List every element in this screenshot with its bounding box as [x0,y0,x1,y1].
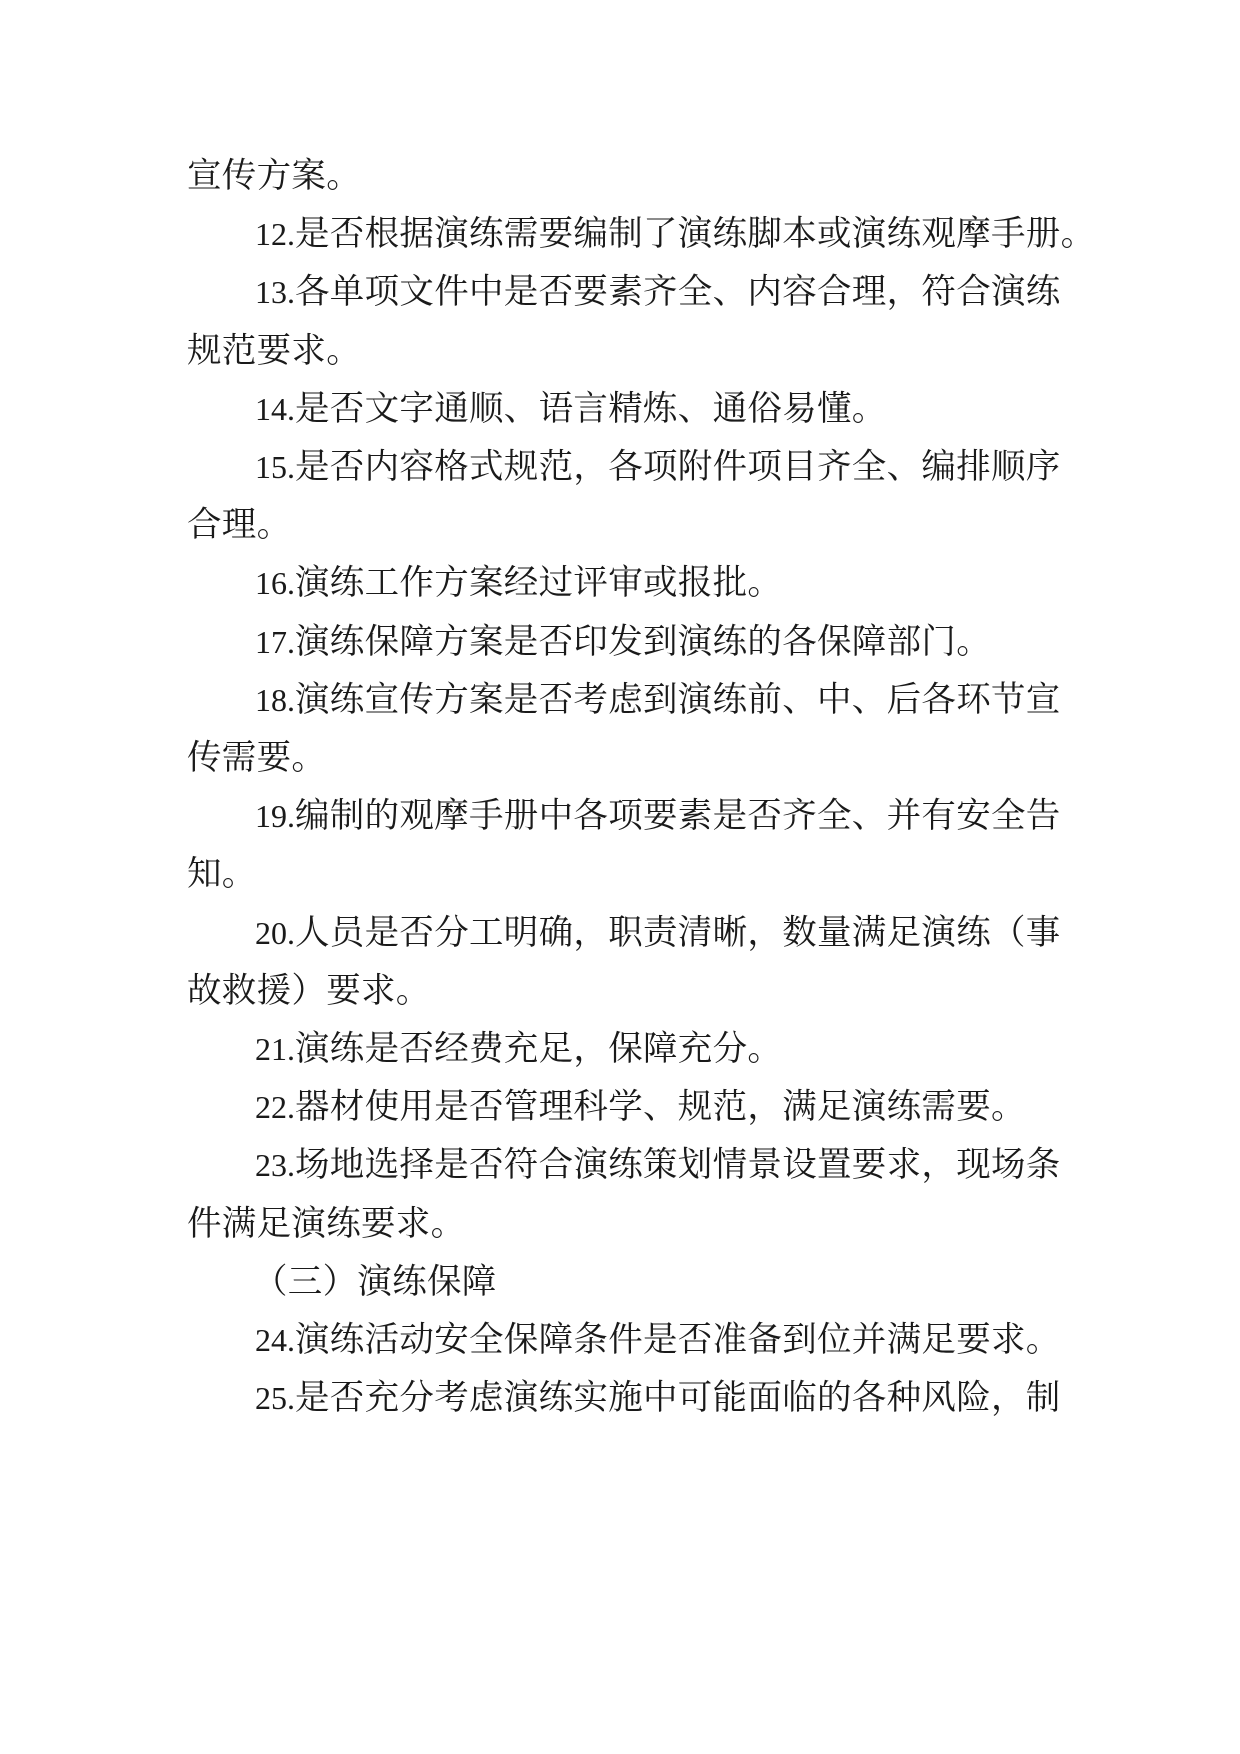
item-number: 13. [255,274,295,311]
continuation-line [187,736,326,780]
line-text: 件满足演练要求。 [187,1203,466,1244]
line-text: 合理。 [187,505,292,546]
list-item-line [255,1027,782,1071]
item-number: 16. [255,565,295,602]
continuation-line [187,503,291,547]
line-text: 是否文字通顺、语言精炼、通俗易懂。 [295,388,887,429]
line-text: 编制的观摩手册中各项要素是否齐全、并有安全告 [295,796,1061,837]
list-item-line [255,1085,1026,1129]
line-text: 演练保障方案是否印发到演练的各保障部门。 [295,621,991,662]
item-number: 18. [255,681,295,718]
line-text: 规范要求。 [187,330,361,371]
item-number: 25. [255,1380,295,1417]
item-number: 23. [255,1147,295,1184]
list-item-line [255,445,1061,489]
list-item-line [255,1376,1061,1420]
list-item-line [255,911,1061,955]
line-text: 演练宣传方案是否考虑到演练前、中、后各环节宣 [295,679,1061,720]
item-number: 22. [255,1089,295,1126]
line-text: 人员是否分工明确，职责清晰，数量满足演练（事 [295,912,1061,953]
item-number: 20. [255,914,295,951]
list-item-line [255,794,1061,838]
item-number: 24. [255,1322,295,1358]
line-text: 传需要。 [187,738,327,778]
list-item-line [255,1318,1061,1362]
continuation-line [187,154,361,198]
line-text: 是否根据演练需要编制了演练脚本或演练观摩手册。 [295,214,1096,255]
item-number: 12. [255,216,295,253]
line-text: 演练工作方案经过评审或报批。 [295,563,783,604]
continuation-line [187,1202,465,1246]
section-heading [253,1260,497,1304]
list-item-line [255,1143,1061,1187]
list-item-line [255,387,887,431]
continuation-line [187,852,257,896]
list-item-line [255,678,1061,722]
line-text: 知。 [187,854,257,895]
item-number: 15. [255,449,295,485]
line-text: 是否充分考虑演练实施中可能面临的各种风险，制 [295,1378,1061,1419]
item-number: 14. [255,390,295,427]
line-text: 宣传方案。 [187,156,361,196]
line-text: 是否内容格式规范，各项附件项目齐全、编排顺序 [295,447,1061,487]
item-number: 17. [255,623,295,660]
line-text: 各单项文件中是否要素齐全、内容合理，符合演练 [295,272,1061,313]
list-item-line [255,561,782,605]
line-text: 故救援）要求。 [187,970,431,1011]
list-item-line [255,270,1061,314]
item-number: 21. [255,1031,295,1067]
line-text: （三）演练保障 [253,1261,497,1302]
continuation-line [187,969,431,1013]
list-item-line [255,620,991,664]
line-text: 器材使用是否管理科学、规范，满足演练需要。 [295,1087,1026,1128]
continuation-line [187,329,361,373]
line-text: 场地选择是否符合演练策划情景设置要求，现场条 [295,1145,1061,1186]
line-text: 演练是否经费充足，保障充分。 [295,1029,783,1069]
item-number: 19. [255,798,295,835]
list-item-line [255,212,1095,256]
line-text: 演练活动安全保障条件是否准备到位并满足要求。 [295,1320,1061,1360]
